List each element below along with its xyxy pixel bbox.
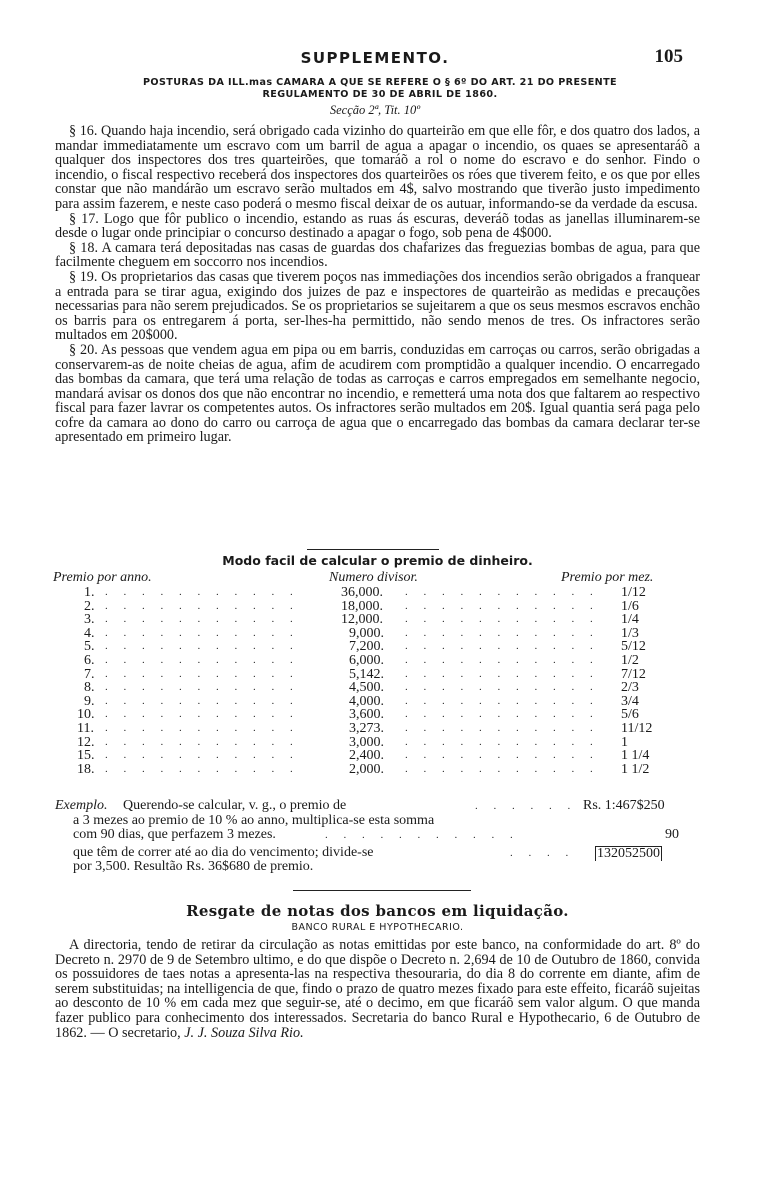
leader-dots: . . . . . . . . . . . — [105, 694, 300, 707]
table-body — [53, 586, 713, 776]
premio-mez: 3/4 — [621, 693, 639, 709]
leader-dots: . . . . . . . . . . . — [405, 599, 600, 612]
numero-divisor: 6,000. — [349, 652, 384, 668]
leader-dots: . . . . . . . . . . . — [105, 735, 300, 748]
article-text: Quando haja incendio, será obrigado cada vizinho do quarteirão em que elle fôr, e dos quatro dos lados, a mandar immediatamente um escravo com um barril de agua a apagar o incendio, os quaes se apresentaráõ a qualquer dos inspectores dos tres quarteirões, que tomaráõ a rol o nome do escravo e do senhor. Findo o incendio, o fiscal respectivo receberá dos inspectores dos quarteirões os róes que tiverem feito, e os que por elles constar que não mandárão um escravo serão multados em 4$, salvo mostrando que tiverão justo impedimento para assim fazerem, e neste caso poderá o mesmo fiscal deixar de os autuar, informando-se da verdade da escusa. — [55, 123, 700, 212]
leader-dots: . . . . . . . . . . . — [105, 626, 300, 639]
premio-anno: 12. — [77, 734, 95, 750]
premio-mez: 1/3 — [621, 625, 639, 641]
article-text: Os proprietarios das casas que tiverem poços nas immediações dos incendios serão obrigados a franquear a entrada para se tirar agua, exigindo dos juizes de paz e inspectores de quarteirão as medidas e precauções necessarias para não serem prejudicados. Se os proprietarios se sujeitarem a que os seus mesmos escravos enchão os barris para os entregarem á porta, ser-lhes-ha permittido, não sendo menos de tres. Os infractores serão multados em 20$000. — [55, 268, 701, 344]
premio-anno: 1. — [84, 585, 95, 600]
leader-dots: . . . . . . — [475, 800, 577, 812]
section-heading-line1: POSTURAS DA ILL.mas CAMARA A QUE SE REFERE O § 6º DO ART. 21 DO PRESENTE — [143, 77, 617, 88]
leader-dots: . . . . . . . . . . . — [405, 681, 600, 694]
premio-anno: 8. — [84, 680, 95, 696]
premio-mez: 1 1/2 — [621, 761, 650, 777]
article-number: § 16. — [69, 123, 98, 139]
article-text: As pessoas que vendem agua em pipa ou em barris, conduzidas em carroças ou carros, serão obrigadas a conservarem-as de noite cheias de agua, afim de acudirem com promptidão a qualquer incendio. O encarregado das bombas da camara, que terá uma relação de todas as carroças e carros empregados em semelhante negocio, mandará avisar os donos dos que não encontrar no incendio, e remetterá uma nota dos que faltarem ao respectivo fiscal para fazer lavrar os competentes autos. Os infractores serão multados em 20$. Igual quantia será paga pelo cofre da camara ao dono do carro ou carroça de agua que o encarregado das bombas da camara declarar ter-se apresentado em primeiro lugar. — [55, 341, 701, 446]
premio-mez: 11/12 — [621, 720, 653, 736]
premio-anno: 11. — [77, 720, 94, 736]
leader-dots: . . . . . . . . . . . — [405, 667, 600, 680]
section-divider — [307, 549, 439, 550]
premio-mez: 1/6 — [621, 598, 639, 614]
example-label: Exemplo. — [55, 798, 108, 813]
article-16 — [55, 124, 700, 212]
numero-divisor: 4,000. — [349, 693, 384, 709]
article-19 — [55, 270, 700, 343]
example-text: Querendo-se calcular, v. g., o premio de — [123, 798, 347, 813]
column-header: Numero divisor. — [329, 570, 418, 585]
leader-dots: . . . . . . . . . . . — [405, 626, 600, 639]
running-title: SUPPLEMENTO. — [300, 49, 450, 67]
example-value: 132052500 — [597, 845, 660, 861]
leader-dots: . . . . . . . . . . . — [105, 708, 300, 721]
leader-dots: . . . . . . . . . . . — [405, 640, 600, 653]
premio-mez: 1/12 — [621, 585, 646, 600]
premio-anno: 9. — [84, 693, 95, 709]
numero-divisor: 36,000. — [341, 585, 383, 600]
premio-anno: 6. — [84, 652, 95, 668]
signature: J. J. Souza Silva Rio. — [184, 1024, 304, 1041]
page-number: 105 — [654, 46, 683, 67]
leader-dots: . . . . . . . . . . . — [105, 586, 300, 598]
leader-dots: . . . . . . . . . . . — [105, 749, 300, 762]
premio-anno: 10. — [77, 707, 95, 723]
column-header: Premio por mez. — [561, 570, 654, 585]
example-block — [55, 799, 715, 875]
table-header — [53, 570, 713, 586]
table-row — [53, 668, 713, 682]
leader-dots: . . . . . . . . . . . — [105, 667, 300, 680]
example-text: por 3,500. Resultão Rs. 36$680 de premio. — [73, 859, 314, 875]
section-subheading: Secção 2ª, Tit. 10º — [329, 103, 421, 117]
table-row — [53, 722, 713, 736]
premio-anno: 5. — [84, 639, 95, 655]
section-heading-line2: REGULAMENTO DE 30 DE ABRIL DE 1860. — [262, 89, 498, 100]
premio-mez: 1 — [621, 734, 628, 750]
leader-dots: . . . . . . . . . . . — [405, 735, 600, 748]
leader-dots: . . . . . . . . . . . — [405, 708, 600, 721]
premio-mez: 1/4 — [621, 612, 639, 628]
numero-divisor: 2,000. — [349, 761, 384, 777]
table-title: Modo facil de calcular o premio de dinheiro. — [222, 553, 533, 568]
premio-anno: 2. — [84, 598, 95, 614]
leader-dots: . . . . . . . . . . . — [405, 613, 600, 626]
table-row — [53, 640, 713, 654]
table-row — [53, 763, 713, 777]
premio-mez: 1 1/4 — [621, 748, 650, 764]
premio-anno: 18. — [77, 761, 95, 777]
premio-anno: 15. — [77, 748, 95, 764]
numero-divisor: 9,000. — [349, 625, 384, 641]
leader-dots: . . . . . . . . . . . — [105, 640, 300, 653]
leader-dots: . . . . . . . . . . . — [405, 721, 600, 734]
leader-dots: . . . . . . . . . . . — [405, 586, 600, 598]
example-value: Rs. 1:467$250 — [583, 798, 665, 813]
leader-dots: . . . . . . . . . . . — [105, 721, 300, 734]
premio-mez: 5/6 — [621, 707, 639, 723]
running-head — [55, 46, 695, 73]
table-row — [53, 613, 713, 627]
article-number: § 19. — [69, 268, 98, 285]
article-17 — [55, 212, 700, 241]
example-value: 90 — [665, 827, 679, 843]
article-text: A camara terá depositadas nas casas de guardas dos chafarizes das freguezias bombas de agua, para que facilmente cheguem em soccorro nos incendios. — [55, 239, 701, 271]
leader-dots: . . . . . . . . . . . — [405, 749, 600, 762]
premio-anno: 7. — [84, 666, 95, 682]
article-text: Logo que fôr publico o incendio, estando as ruas ás escuras, deveráõ todas as janellas illuminarem-se desde o lugar onde principiar o concurso destinado a apagar o fogo, sob pena de 4$000. — [55, 210, 701, 242]
article-number: § 18. — [69, 239, 99, 256]
article-number: § 17. — [69, 210, 99, 227]
bank-notice-subtitle: BANCO RURAL E HYPOTHECARIO. — [291, 922, 464, 933]
leader-dots: . . . . . . . . . . . — [105, 762, 300, 775]
leader-dots: . . . . . . . . . . . — [105, 599, 300, 612]
table-row — [53, 736, 713, 750]
example-text: com 90 dias, que perfazem 3 mezes. — [73, 827, 276, 843]
article-18 — [55, 241, 700, 270]
section-heading — [55, 77, 705, 101]
numero-divisor: 4,500. — [349, 680, 384, 696]
table-row — [53, 627, 713, 641]
leader-dots: . . . . — [510, 846, 575, 859]
article-20 — [55, 343, 700, 445]
leader-dots: . . . . . . . . . . . — [105, 681, 300, 694]
leader-dots: . . . . . . . . . . . — [405, 762, 600, 775]
premio-mez: 2/3 — [621, 680, 639, 696]
column-header: Premio por anno. — [53, 570, 152, 585]
articles-block — [55, 124, 700, 445]
bank-notice-text: A directoria, tendo de retirar da circulação as notas emittidas por este banco, na conformidade do art. 8º do Decreto n. 2970 de 9 de Setembro ultimo, e do que dispõe o Decreto n. 2,694 de 10 de Outubro de 1860, convida os possuidores de taes notas a apresenta-las na respectiva thesouraria, do dia 8 do corrente em diante, afim de serem substituidas; na intelligencia de que, findo o prazo de quatro mezes fixado para este effeito, ficaráõ sujeitas ao desconto de 10 % em cada mez que seguir-se, até o decimo, em que ficaráõ sem valor algum. O que manda fazer publico para conhecimento dos interessados. Secretaria do banco Rural e Hypothecario, 6 de Outubro de 1862. — O secretario, — [55, 937, 700, 1041]
numero-divisor: 3,000. — [349, 734, 384, 750]
bank-notice-body — [55, 938, 700, 1040]
leader-dots: . . . . . . . . . . . — [105, 653, 300, 666]
premium-table — [53, 570, 713, 776]
table-row — [53, 586, 713, 600]
table-row — [53, 749, 713, 763]
numero-divisor: 2,400. — [349, 748, 384, 764]
section-divider — [293, 890, 471, 891]
table-row — [53, 654, 713, 668]
numero-divisor: 18,000. — [341, 598, 383, 614]
table-row — [53, 695, 713, 709]
numero-divisor: 3,600. — [349, 707, 384, 723]
bank-notice-title: Resgate de notas dos bancos em liquidação. — [186, 902, 569, 920]
premio-mez: 5/12 — [621, 639, 646, 655]
leader-dots: . . . . . . . . . . . — [325, 829, 520, 842]
leader-dots: . . . . . . . . . . . — [105, 613, 300, 626]
numero-divisor: 7,200. — [349, 639, 384, 655]
premio-mez: 1/2 — [621, 652, 639, 668]
leader-dots: . . . . . . . . . . . — [405, 653, 600, 666]
premio-anno: 4. — [84, 625, 95, 641]
leader-dots: . . . . . . . . . . . — [405, 694, 600, 707]
premio-mez: 7/12 — [621, 666, 646, 682]
table-row — [53, 708, 713, 722]
table-row — [53, 681, 713, 695]
table-row — [53, 600, 713, 614]
numero-divisor: 12,000. — [341, 612, 383, 628]
article-number: § 20. — [69, 341, 98, 358]
numero-divisor: 5,142. — [349, 666, 384, 682]
premio-anno: 3. — [84, 612, 95, 628]
example-text: que têm de correr até ao dia do vencimento; divide-se — [73, 844, 374, 860]
numero-divisor: 3,273. — [349, 720, 384, 736]
example-text: a 3 mezes ao premio de 10 % ao anno, multiplica-se esta somma — [73, 812, 435, 828]
